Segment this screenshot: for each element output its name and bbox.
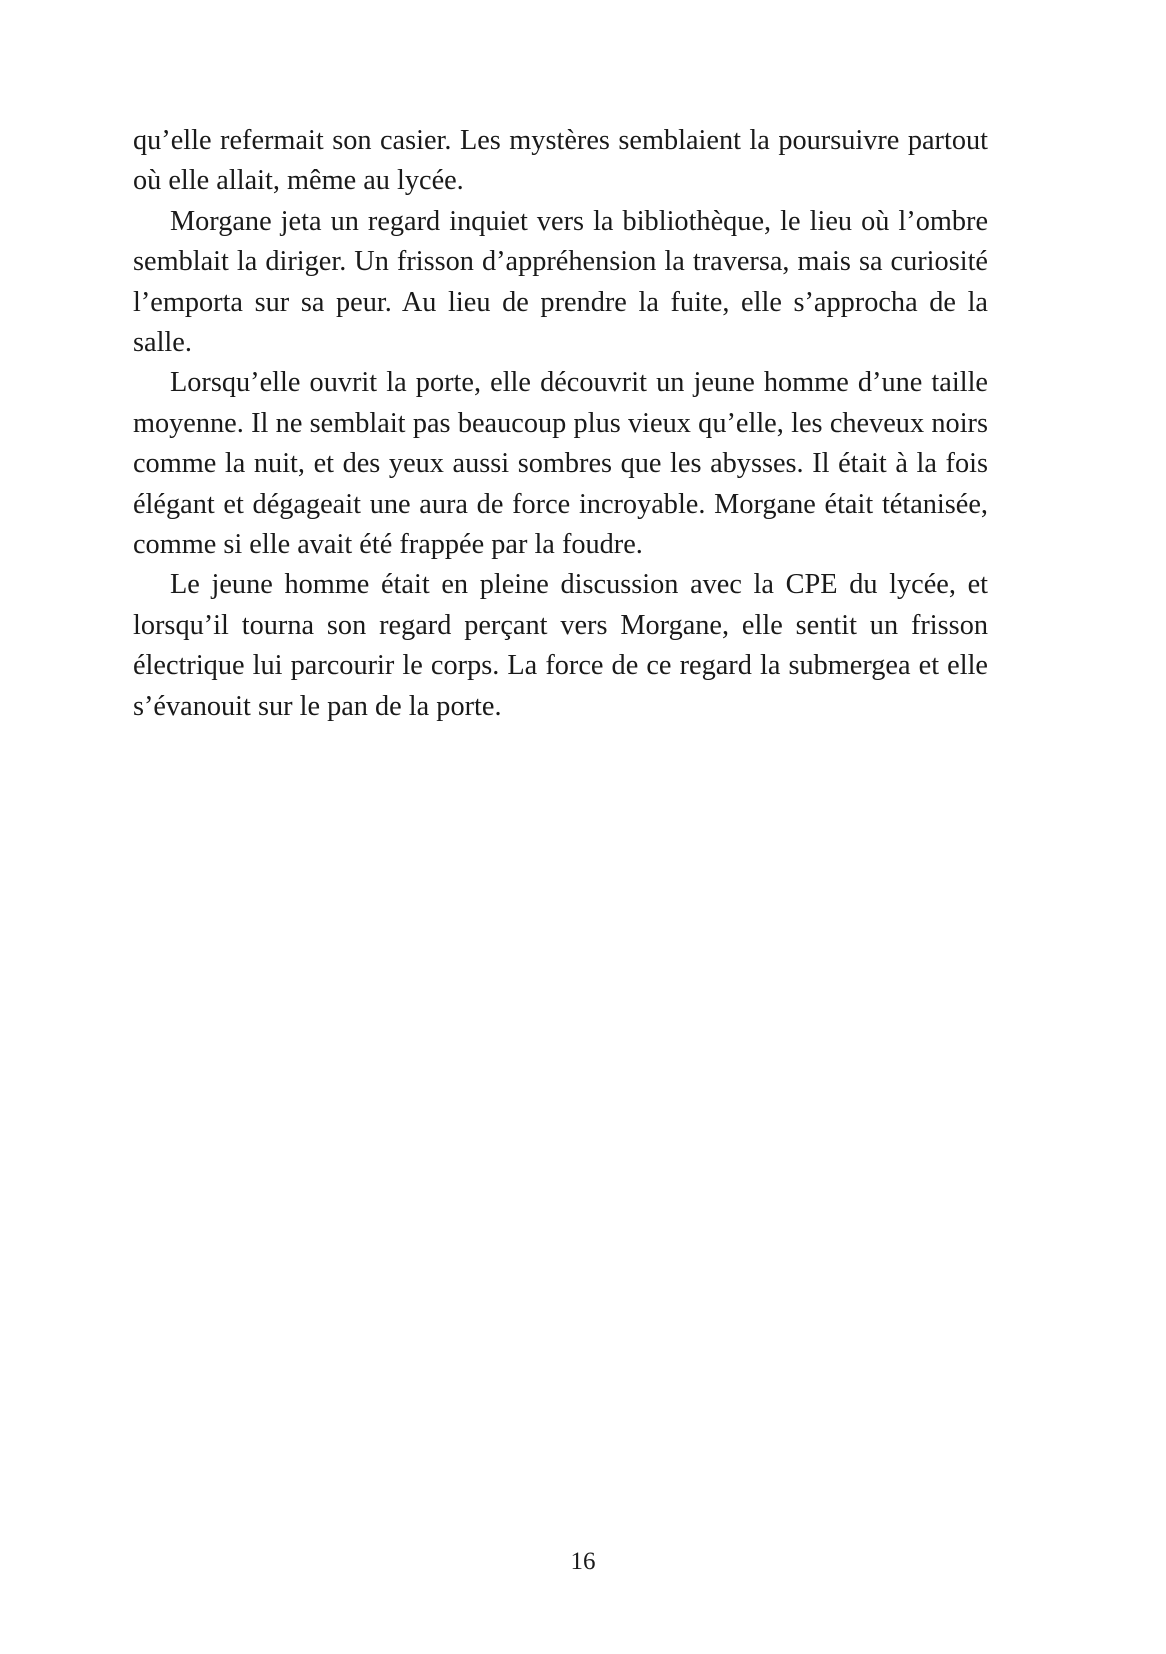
body-text xyxy=(133,121,988,727)
paragraph-fainting: Le jeune homme était en pleine discussion avec la CPE du lycée, et lorsqu’il tourna son regard perçant vers Morgane, elle sentit un frisson électrique lui parcourir le corps. La force de ce regard la submergea et elle s’évanouit sur le pan de la porte. xyxy=(133,569,988,722)
paragraph-continuation: qu’elle refermait son casier. Les mystères semblaient la poursuivre partout où elle allait, même au lycée. xyxy=(133,125,988,197)
page-number: 16 xyxy=(570,1548,596,1575)
paragraph-library: Morgane jeta un regard inquiet vers la bibliothèque, le lieu où l’ombre semblait la diriger. Un frisson d’appréhension la traversa, mais sa curiosité l’emporta sur sa peur. Au lieu de prendre la fuite, elle s’approcha de la salle. xyxy=(133,205,988,359)
paragraph-young-man: Lorsqu’elle ouvrit la porte, elle découvrit un jeune homme d’une taille moyenne. Il ne semblait pas beaucoup plus vieux qu’elle, les cheveux noirs comme la nuit, et des yeux aussi sombres que les abysses. Il était à la fois élégant et dégageait une aura de force incroyable. Morgane était tétanisée, comme si elle avait été frappée par la foudre. xyxy=(133,367,988,561)
